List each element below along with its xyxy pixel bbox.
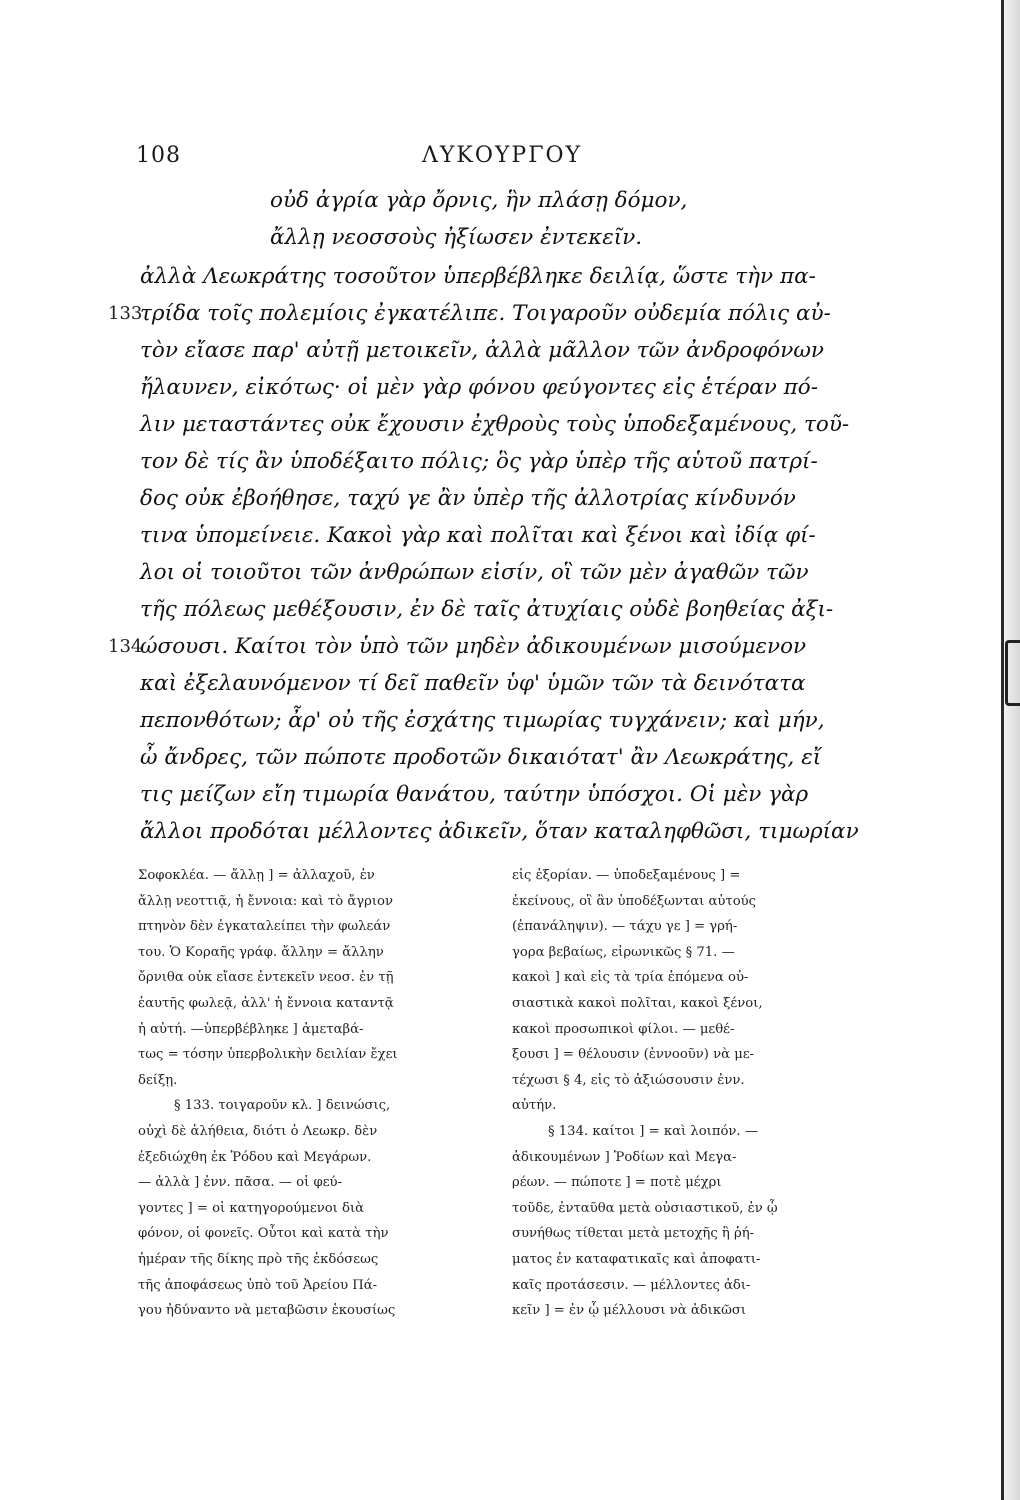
note-line: εἰς ἐξορίαν. — ὑποδεξαμένους ] = xyxy=(512,868,741,883)
note-line: γοντες ] = οἱ κατηγορούμενοι διὰ xyxy=(138,1200,365,1216)
note-line: ἑαυτῆς φωλεᾷ, ἀλλ' ἡ ἔννοια καταντᾷ xyxy=(138,995,394,1011)
note-line: ὄρνιθα οὐκ εἴασε ἐντεκεῖν νεοσ. ἐν τῇ xyxy=(138,970,394,986)
text-line: ώσουσι. Καίτοι τὸν ὑπὸ τῶν μηδὲν ἀδικουμένων μισούμενον xyxy=(140,634,807,659)
text-line: τὸν εἴασε παρ' αὐτῇ μετοικεῖν, ἀλλὰ μᾶλλον τῶν ἀνδροφόνων xyxy=(140,338,824,363)
text-line: τρίδα τοῖς πολεμίοις ἐγκατέλιπε. Τοιγαροῦν οὐδεμία πόλις αὐ- xyxy=(140,301,831,326)
note-line: τως = τόσην ὑπερβολικὴν δειλίαν ἔχει xyxy=(138,1047,398,1063)
verse-line: οὐδ ἀγρία γὰρ ὄρνις, ἣν πλάσῃ δόμον, xyxy=(270,188,688,213)
note-line: ἄλλῃ νεοττιᾷ, ἡ ἔννοια: καὶ τὸ ἄγριον xyxy=(138,893,394,909)
margin-number: 133 xyxy=(108,303,143,324)
note-line: του. Ὁ Κοραῆς γράφ. ἄλλην = ἄλλην xyxy=(138,944,384,960)
note-line: δείξῃ. xyxy=(138,1072,178,1088)
text-line: τῆς πόλεως μεθέξουσιν, ἐν δὲ ταῖς ἀτυχίαις οὐδὲ βοηθείας ἀξι- xyxy=(140,597,834,622)
note-line: κεῖν ] = ἐν ᾧ μέλλουσι νὰ ἀδικῶσι xyxy=(512,1303,747,1319)
note-line: Σοφοκλέα. — ἄλλῃ ] = ἀλλαχοῦ, ἐν xyxy=(138,868,375,883)
note-line: ἡ αὐτή. —ὑπερβέβληκε ] ἀμεταβά- xyxy=(138,1021,364,1037)
note-line: πτηνὸν δὲν ἐγκαταλείπει τὴν φωλεάν xyxy=(138,919,391,935)
page-number: 108 xyxy=(136,143,181,168)
text-line: ἤλαυνεν, εἰκότως· οἱ μὲν γὰρ φόνου φεύγοντες εἰς ἑτέραν πό- xyxy=(140,375,819,400)
note-line: ἐξεδιώχθη ἐκ Ῥόδου καὶ Μεγάρων. xyxy=(138,1149,372,1165)
text-line: δος οὐκ ἐβοήθησε, ταχύ γε ἂν ὑπὲρ τῆς ἀλλοτρίας κίνδυνόν xyxy=(140,486,796,511)
text-line: λιν μεταστάντες οὐκ ἔχουσιν ἐχθροὺς τοὺς ὑποδεξαμένους, τοῦ- xyxy=(140,412,850,437)
note-line: συνήθως τίθεται μετὰ μετοχῆς ἢ ῥή- xyxy=(512,1226,755,1242)
note-line: ἀδικουμένων ] Ῥοδίων καὶ Μεγα- xyxy=(512,1149,737,1165)
note-line: § 134. καίτοι ] = καὶ λοιπόν. — xyxy=(548,1123,759,1139)
text-line: τον δὲ τίς ἂν ὑποδέξαιτο πόλις; ὃς γὰρ ὑπὲρ τῆς αὑτοῦ πατρί- xyxy=(140,449,818,474)
note-line: γορα βεβαίως, εἰρωνικῶς § 71. — xyxy=(512,944,735,960)
notes-left-column xyxy=(138,864,490,1325)
text-line: λοι οἱ τοιοῦτοι τῶν ἀνθρώπων εἰσίν, οἳ τῶν μὲν ἀγαθῶν τῶν xyxy=(140,560,809,585)
note-line: τῆς ἀποφάσεως ὑπὸ τοῦ Ἀρείου Πά- xyxy=(138,1277,378,1293)
margin-number: 134 xyxy=(108,636,143,657)
text-line: πεπονθότων; ἆρ' οὐ τῆς ἐσχάτης τιμωρίας τυγχάνειν; καὶ μήν, xyxy=(140,708,825,733)
text-line: ἀλλὰ Λεωκράτης τοσοῦτον ὑπερβέβληκε δειλίᾳ, ὥστε τὴν πα- xyxy=(140,264,816,289)
verse-line: ἄλλῃ νεοσσοὺς ἠξίωσεν ἐντεκεῖν. xyxy=(270,225,643,250)
note-line: ἐκείνους, οἳ ἂν ὑποδέξωνται αὐτούς xyxy=(512,893,757,909)
text-line: ἄλλοι προδόται μέλλοντες ἀδικεῖν, ὅταν καταληφθῶσι, τιμωρίαν xyxy=(140,819,859,844)
note-line: ἡμέραν τῆς δίκης πρὸ τῆς ἐκδόσεως xyxy=(138,1251,379,1267)
page-edge xyxy=(1002,0,1020,1500)
note-line: — ἀλλὰ ] ἐνν. πᾶσα. — οἱ φεύ- xyxy=(138,1175,343,1191)
note-line: κακοὶ ] καὶ εἰς τὰ τρία ἑπόμενα οὐ- xyxy=(512,970,749,986)
note-line: ξουσι ] = θέλουσιν (ἐννοοῦν) νὰ με- xyxy=(512,1047,755,1063)
note-line: αὐτήν. xyxy=(512,1098,557,1114)
notes-right-column xyxy=(512,864,852,1325)
note-line: φόνον, οἱ φονεῖς. Οὗτοι καὶ κατὰ τὴν xyxy=(138,1226,389,1242)
note-line: γου ἠδύναντο νὰ μεταβῶσιν ἑκουσίως xyxy=(138,1303,396,1319)
note-line: οὐχὶ δὲ ἀλήθεια, διότι ὁ Λεωκρ. δὲν xyxy=(138,1123,378,1139)
note-line: τοῦδε, ἐνταῦθα μετὰ οὐσιαστικοῦ, ἐν ᾧ xyxy=(512,1200,778,1216)
note-line: καῖς προτάσεσιν. — μέλλοντες ἀδι- xyxy=(512,1277,751,1293)
text-line: τις μείζων εἴη τιμωρία θανάτου, ταύτην ὑπόσχοι. Οἱ μὲν γὰρ xyxy=(140,782,809,807)
running-title: ΛΥΚΟΥΡΓΟΥ xyxy=(422,143,583,168)
note-line: ρέων. — πώποτε ] = ποτὲ μέχρι xyxy=(512,1175,722,1191)
text-line: ὦ ἄνδρες, τῶν πώποτε προδοτῶν δικαιότατ' ἂν Λεωκράτης, εἴ xyxy=(140,745,822,770)
note-line: σιαστικὰ κακοὶ πολῖται, κακοὶ ξένοι, xyxy=(512,995,763,1011)
edge-mark xyxy=(1005,640,1020,706)
note-line: (ἐπανάληψιν). — τάχυ γε ] = γρή- xyxy=(512,919,738,935)
text-line: τινα ὑπομείνειε. Κακοὶ γὰρ καὶ πολῖται καὶ ξένοι καὶ ἰδίᾳ φί- xyxy=(140,523,816,548)
binding-line xyxy=(1001,0,1004,1500)
note-line: τέχωσι § 4, εἰς τὸ ἀξιώσουσιν ἐνν. xyxy=(512,1072,745,1088)
note-line: κακοὶ προσωπικοὶ φίλοι. — μεθέ- xyxy=(512,1021,735,1037)
text-line: καὶ ἐξελαυνόμενον τί δεῖ παθεῖν ὑφ' ὑμῶν τῶν τὰ δεινότατα xyxy=(140,671,806,696)
page-header xyxy=(0,143,1020,183)
note-line: ματος ἐν καταφατικαῖς καὶ ἀποφατι- xyxy=(512,1251,761,1267)
note-line: § 133. τοιγαροῦν κλ. ] δεινώσις, xyxy=(174,1098,391,1114)
